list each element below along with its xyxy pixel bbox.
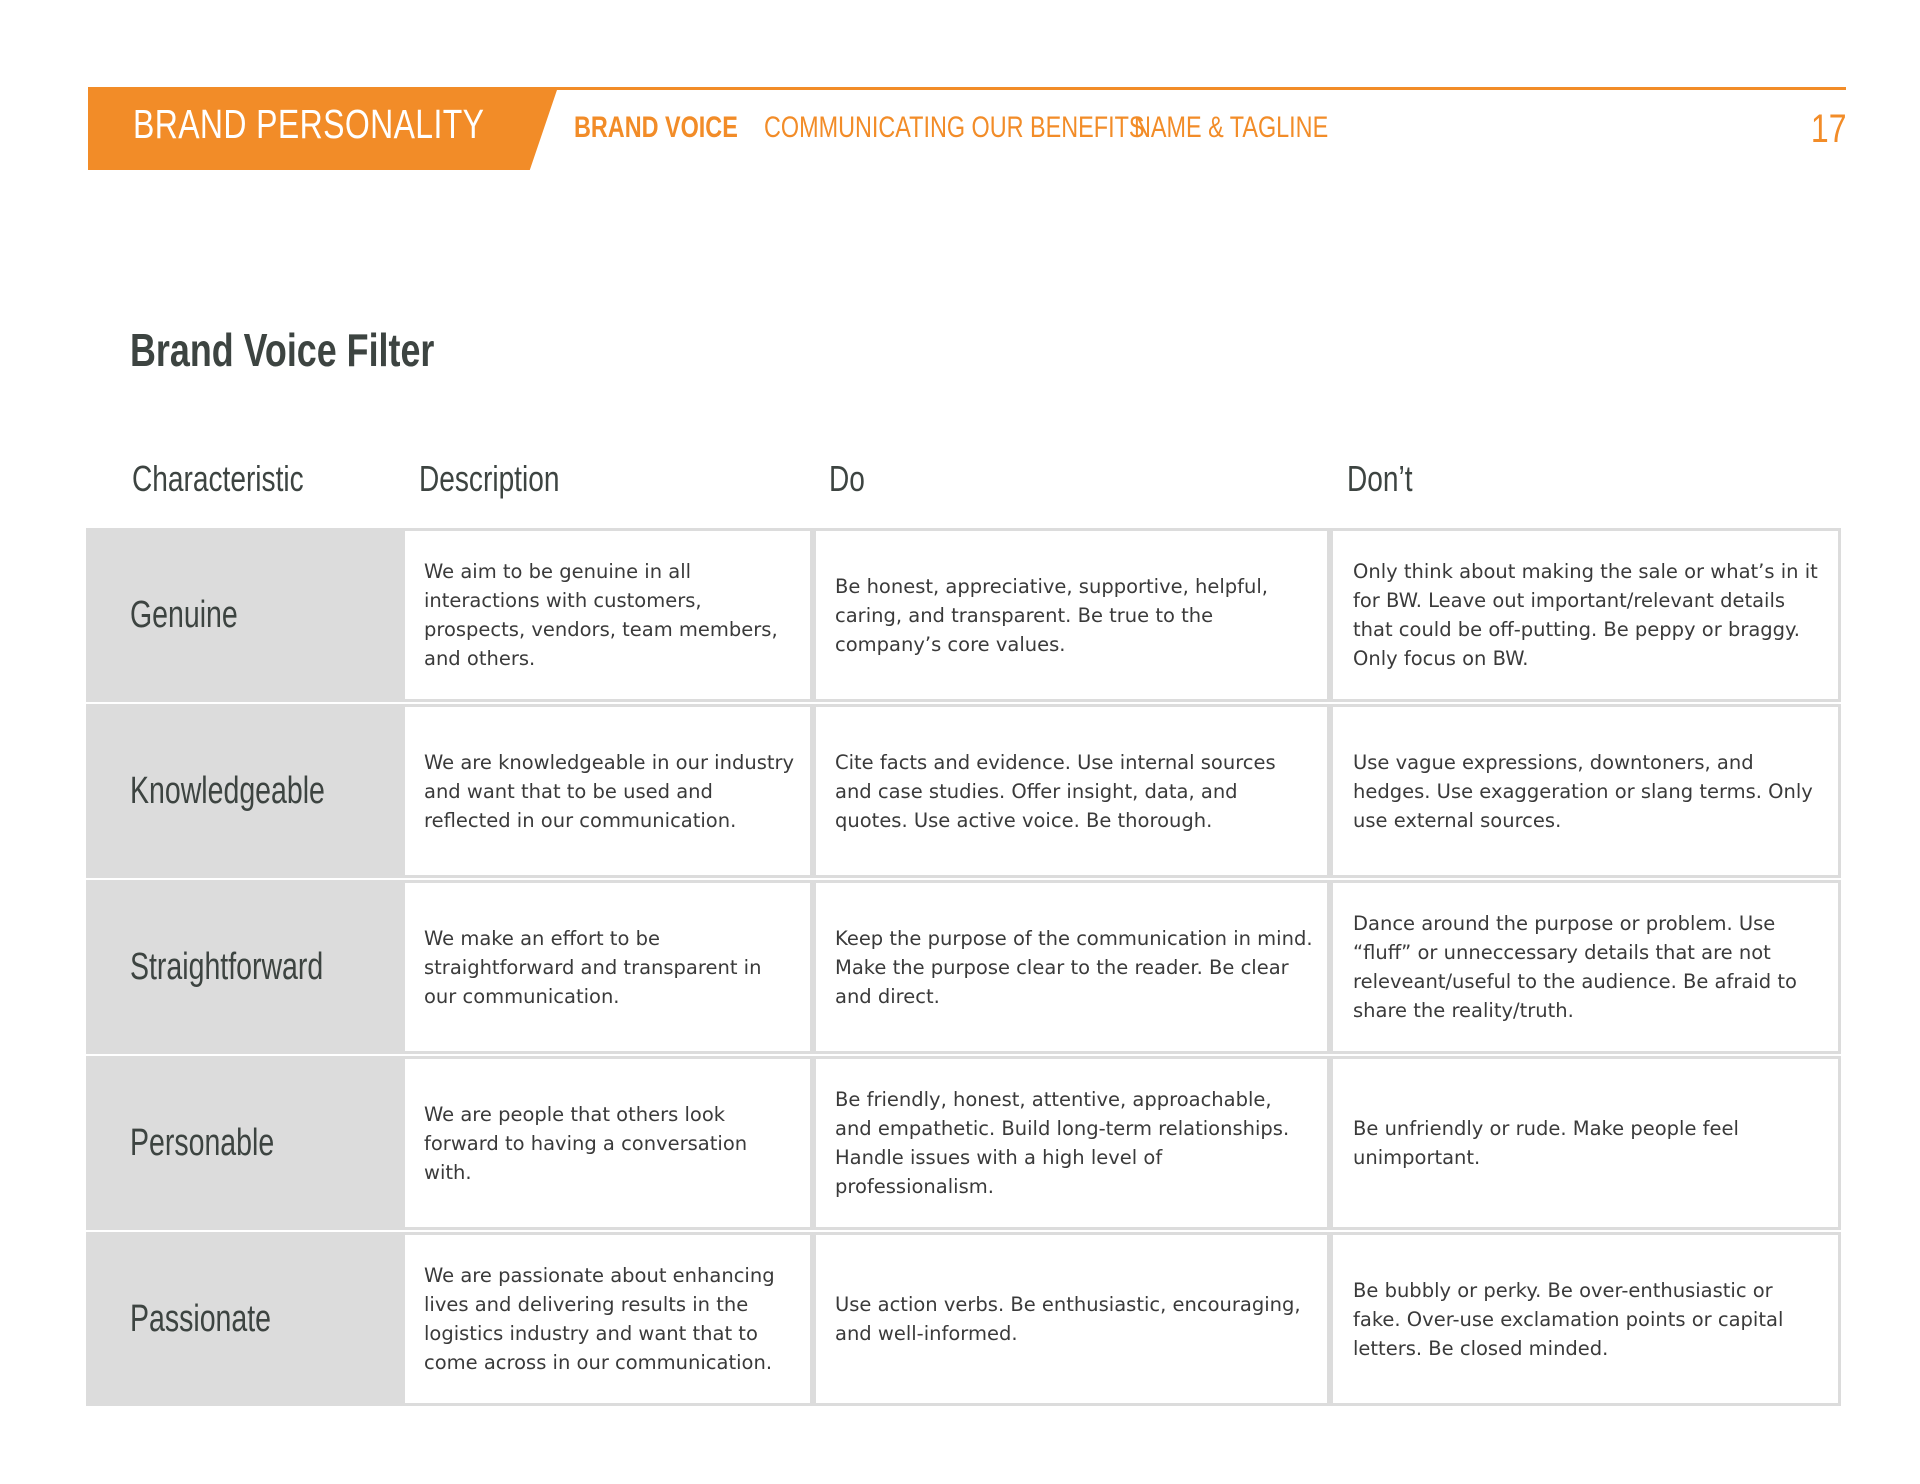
dont-cell <box>1330 1232 1841 1406</box>
do-cell <box>813 1056 1330 1230</box>
description-cell <box>402 880 813 1054</box>
description-cell <box>402 528 813 702</box>
nav-item-name-tagline[interactable]: NAME & TAGLINE <box>1134 111 1329 144</box>
do-text: Use action verbs. Be enthusiastic, encouraging, and well-informed. <box>835 1293 1301 1345</box>
section-title-label: BRAND PERSONALITY <box>133 101 485 147</box>
column-header-do: Do <box>829 458 865 499</box>
header-nav <box>574 111 1383 145</box>
description-cell <box>402 1232 813 1406</box>
dont-cell <box>1330 528 1841 702</box>
characteristic-label: Genuine <box>130 593 238 636</box>
description-text: We are people that others look forward to having a conversation with. <box>424 1102 748 1184</box>
dont-cell <box>1330 1056 1841 1230</box>
description-cell <box>402 1056 813 1230</box>
table-row <box>86 1056 1841 1230</box>
table-row <box>86 528 1841 702</box>
table-row <box>86 880 1841 1054</box>
description-text: We are knowledgeable in our industry and want that to be used and reflected in our communication. <box>424 750 795 832</box>
characteristic-label: Passionate <box>130 1297 272 1340</box>
do-text: Be friendly, honest, attentive, approachable, and empathetic. Build long-term relationships. Handle issues with a high level of professionalism. <box>835 1088 1290 1198</box>
description-text: We are passionate about enhancing lives and delivering results in the logistics industry and want that to come across in our communication. <box>424 1264 775 1374</box>
do-cell <box>813 880 1330 1054</box>
table-row <box>86 704 1841 878</box>
dont-cell <box>1330 880 1841 1054</box>
page-title: Brand Voice Filter <box>130 324 435 376</box>
characteristic-cell <box>86 880 402 1054</box>
dont-text: Be unfriendly or rude. Make people feel unimportant. <box>1353 1117 1739 1169</box>
dont-cell <box>1330 704 1841 878</box>
dont-text: Use vague expressions, downtoners, and hedges. Use exaggeration or slang terms. Only use external sources. <box>1353 750 1813 832</box>
page-header <box>88 87 1846 170</box>
dont-text: Dance around the purpose or problem. Use “fluff” or unneccessary details that are not releveant/useful to the audience. Be afraid to share the reality/truth. <box>1353 912 1797 1022</box>
dont-text: Only think about making the sale or what’s in it for BW. Leave out important/relevant details that could be off-putting. Be peppy or braggy. Only focus on BW. <box>1353 560 1818 670</box>
description-text: We aim to be genuine in all interactions with customers, prospects, vendors, team members, and others. <box>424 560 778 670</box>
do-cell <box>813 528 1330 702</box>
dont-text: Be bubbly or perky. Be over-enthusiastic or fake. Over-use exclamation points or capital letters. Be closed minded. <box>1353 1278 1784 1360</box>
description-cell <box>402 704 813 878</box>
nav-item-brand-voice[interactable]: BRAND VOICE <box>574 111 738 144</box>
do-cell <box>813 704 1330 878</box>
do-text: Keep the purpose of the communication in mind. Make the purpose clear to the reader. Be clear and direct. <box>835 926 1313 1008</box>
characteristic-cell <box>86 528 402 702</box>
table-row <box>86 1232 1841 1406</box>
column-header-dont: Don’t <box>1347 458 1413 499</box>
do-text: Be honest, appreciative, supportive, helpful, caring, and transparent. Be true to the company’s core values. <box>835 574 1269 656</box>
column-header-characteristic: Characteristic <box>132 458 304 499</box>
characteristic-label: Personable <box>130 1121 275 1164</box>
characteristic-cell <box>86 1056 402 1230</box>
description-text: We make an effort to be straightforward and transparent in our communication. <box>424 926 762 1008</box>
page-number: 17 <box>1810 107 1846 151</box>
characteristic-label: Straightforward <box>130 945 324 988</box>
column-header-description: Description <box>419 458 560 499</box>
do-cell <box>813 1232 1330 1406</box>
characteristic-label: Knowledgeable <box>130 769 325 812</box>
characteristic-cell <box>86 1232 402 1406</box>
do-text: Cite facts and evidence. Use internal sources and case studies. Offer insight, data, and quotes. Use active voice. Be thorough. <box>835 750 1276 832</box>
nav-item-communicating-our-benefits[interactable]: COMMUNICATING OUR BENEFITS <box>764 111 1145 144</box>
characteristic-cell <box>86 704 402 878</box>
